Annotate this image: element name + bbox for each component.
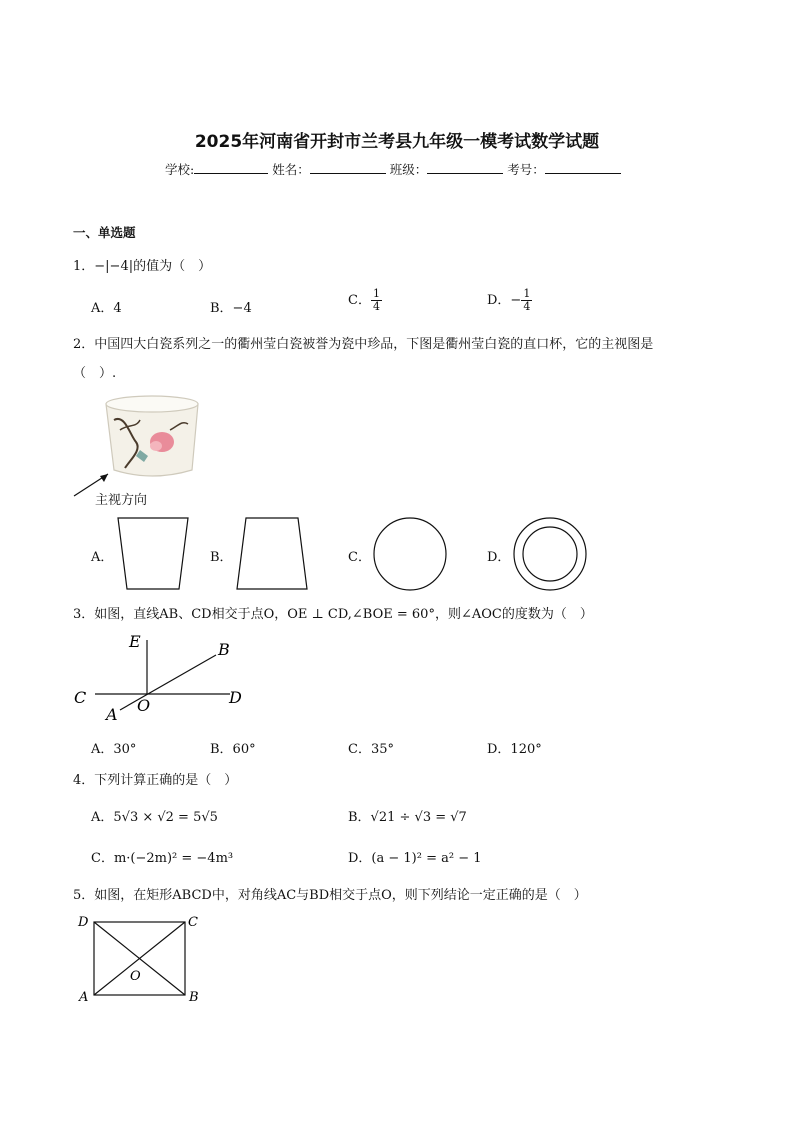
q5-label-d: D bbox=[78, 915, 89, 930]
q1-d-label: D．− bbox=[487, 293, 522, 308]
question-3-stem: 3．如图，直线AB、CD相交于点O，OE ⊥ CD,∠BOE = 60°，则∠AOC的度数为（ ） bbox=[73, 607, 593, 622]
class-field[interactable] bbox=[427, 161, 503, 174]
q1-option-b[interactable]: B．−4 bbox=[210, 301, 252, 316]
q3-option-d[interactable]: D．120° bbox=[487, 742, 542, 757]
class-label: 班级： bbox=[389, 162, 428, 177]
q1-expression: −|−4| bbox=[94, 259, 134, 274]
q2-option-b-trapezoid[interactable] bbox=[235, 516, 310, 592]
q2-option-b-label[interactable]: B． bbox=[210, 550, 233, 565]
q3-label-e: E bbox=[129, 632, 141, 651]
q2-option-d-rings[interactable] bbox=[512, 516, 588, 592]
q4-option-c[interactable]: C．m·(−2m)² = −4m³ bbox=[91, 851, 234, 866]
section-heading: 一、单选题 bbox=[73, 225, 136, 240]
q3-option-a[interactable]: A．30° bbox=[91, 742, 137, 757]
q3-option-c[interactable]: C．35° bbox=[348, 742, 394, 757]
q3-diagram bbox=[70, 630, 250, 725]
q1-number: 1． bbox=[73, 259, 95, 274]
exam-no-label: 考号： bbox=[507, 162, 545, 177]
q4-option-b[interactable]: B．√21 ÷ √3 = √7 bbox=[348, 810, 467, 825]
q3-label-a: A bbox=[106, 705, 118, 724]
question-4-stem: 4．下列计算正确的是（ ） bbox=[73, 773, 238, 788]
q1-c-num: 1 bbox=[372, 287, 380, 300]
question-2-stem-line1: 2．中国四大白瓷系列之一的衢州莹白瓷被誉为瓷中珍品，下图是衢州莹白瓷的直口杯，它的主视图是 bbox=[73, 337, 654, 352]
q1-option-c[interactable] bbox=[348, 288, 382, 313]
q5-label-o: O bbox=[130, 969, 141, 984]
q1-c-label: C． bbox=[348, 293, 371, 308]
q3-label-c: C bbox=[74, 688, 87, 707]
q2-option-c-circle[interactable] bbox=[372, 516, 448, 592]
q2-option-c-label[interactable]: C． bbox=[348, 550, 371, 565]
name-field[interactable] bbox=[310, 161, 386, 174]
question-1-stem bbox=[73, 255, 211, 274]
question-2-stem-line2: （ ）. bbox=[73, 366, 117, 381]
q1-option-d[interactable] bbox=[487, 288, 532, 313]
exam-no-field[interactable] bbox=[545, 161, 621, 174]
q3-label-o: O bbox=[137, 696, 151, 715]
question-5-stem: 5．如图，在矩形ABCD中，对角线AC与BD相交于点O，则下列结论一定正确的是（ ） bbox=[73, 888, 587, 903]
school-field[interactable] bbox=[194, 161, 268, 174]
q5-label-a: A bbox=[79, 990, 89, 1005]
q3-label-b: B bbox=[218, 640, 230, 659]
q4-option-a[interactable]: A．5√3 × √2 = 5√5 bbox=[91, 810, 218, 825]
q1-d-fraction bbox=[521, 288, 532, 313]
q2-option-a-trapezoid[interactable] bbox=[116, 516, 191, 592]
q2-option-d-label[interactable]: D． bbox=[487, 550, 511, 565]
q3-option-b[interactable]: B．60° bbox=[210, 742, 256, 757]
q1-stem-text: 的值为（ ） bbox=[133, 259, 212, 274]
q2-option-a-label[interactable]: A． bbox=[91, 550, 114, 565]
page-title: 2025年河南省开封市兰考县九年级一模考试数学试题 bbox=[194, 132, 600, 152]
q4-option-d[interactable]: D．(a − 1)² = a² − 1 bbox=[348, 851, 482, 866]
q5-label-c: C bbox=[188, 915, 198, 930]
direction-label: 主视方向 bbox=[95, 493, 148, 508]
name-label: 姓名： bbox=[272, 162, 310, 177]
q3-label-d: D bbox=[229, 688, 242, 707]
q1-option-a[interactable]: A．4 bbox=[91, 301, 122, 316]
q1-c-fraction bbox=[371, 288, 382, 313]
q1-c-den: 4 bbox=[372, 300, 380, 313]
student-info-row bbox=[165, 160, 621, 178]
q5-rectangle-diagram bbox=[74, 910, 214, 1005]
q1-d-den: 4 bbox=[523, 300, 531, 313]
q5-label-b: B bbox=[189, 990, 199, 1005]
q1-d-num: 1 bbox=[523, 287, 531, 300]
school-label: 学校: bbox=[165, 162, 195, 177]
